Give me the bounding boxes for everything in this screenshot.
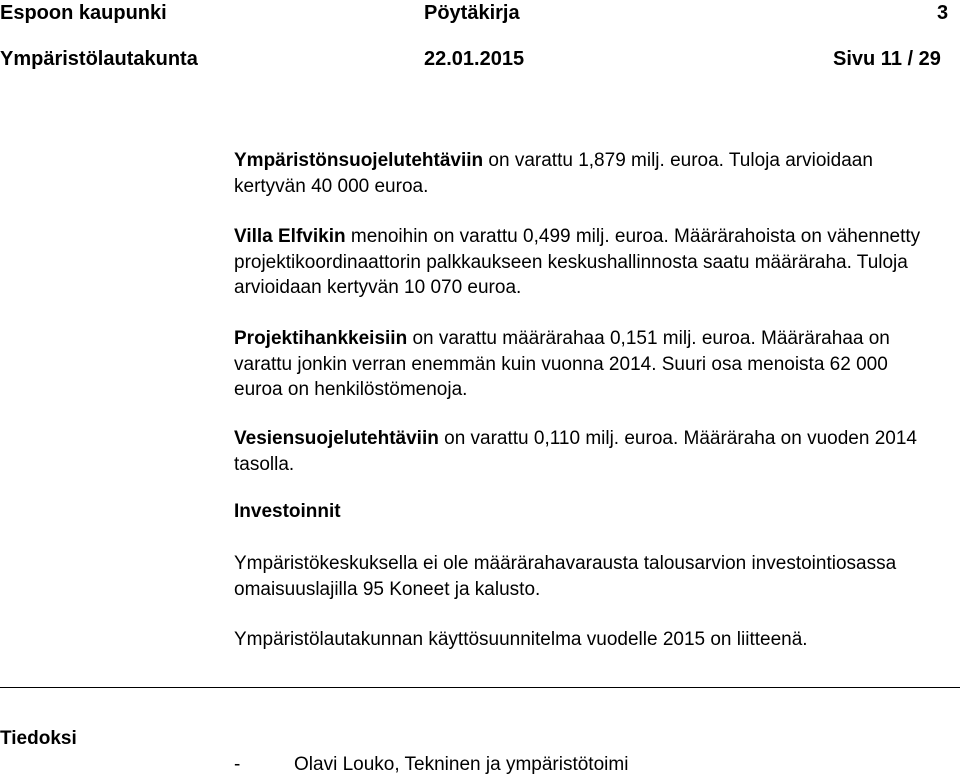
distribution-label: Tiedoksi bbox=[0, 728, 77, 749]
committee-name: Ympäristölautakunta bbox=[0, 48, 198, 70]
distribution-recipient: Olavi Louko, Tekninen ja ympäristötoimi bbox=[294, 754, 629, 775]
distribution-dash: - bbox=[234, 754, 241, 775]
page-number: Sivu 11 / 29 bbox=[833, 48, 941, 70]
meeting-date: 22.01.2015 bbox=[424, 48, 525, 70]
paragraph-text: on varattu 1,879 milj. euroa. Tuloja arvioidaan kertyvän 40 000 euroa. bbox=[234, 150, 873, 197]
paragraph-villa-elfvik bbox=[234, 224, 934, 301]
paragraph-text: menoihin on varattu 0,499 milj. euroa. Määrärahoista on vähennetty projektikoordinaattorin palkkaukseen keskushallinnosta saatu määräraha. Tuloja arvioidaan kertyvän 10 070 euroa. bbox=[234, 226, 921, 298]
paragraph-lead: Projektihankkeisiin bbox=[234, 328, 408, 349]
section-divider bbox=[0, 687, 960, 688]
paragraph-projects bbox=[234, 326, 934, 403]
paragraph-lead: Ympäristönsuojelutehtäviin bbox=[234, 150, 484, 171]
investments-heading: Investoinnit bbox=[234, 501, 341, 522]
org-name: Espoon kaupunki bbox=[0, 2, 167, 24]
closing-statement: Ympäristölautakunnan käyttösuunnitelma vuodelle 2015 on liitteenä. bbox=[234, 629, 808, 650]
paragraph-water-protection bbox=[234, 426, 934, 477]
section-number: 3 bbox=[937, 2, 949, 24]
paragraph-lead: Villa Elfvikin bbox=[234, 226, 346, 247]
paragraph-text: on varattu määrärahaa 0,151 milj. euroa. Määrärahaa on varattu jonkin verran enemmän kuin vuonna 2014. Suuri osa menoista 62 000 euroa on henkilöstömenoja. bbox=[234, 328, 890, 400]
document-type: Pöytäkirja bbox=[424, 2, 520, 24]
paragraph-lead: Vesiensuojelutehtäviin bbox=[234, 428, 439, 449]
paragraph-environmental-protection bbox=[234, 148, 934, 199]
investments-text: Ympäristökeskuksella ei ole määrärahavarausta talousarvion investointiosassa omaisuuslajilla 95 Koneet ja kalusto. bbox=[234, 553, 897, 600]
paragraph-text: on varattu 0,110 milj. euroa. Määräraha on vuoden 2014 tasolla. bbox=[234, 428, 917, 475]
